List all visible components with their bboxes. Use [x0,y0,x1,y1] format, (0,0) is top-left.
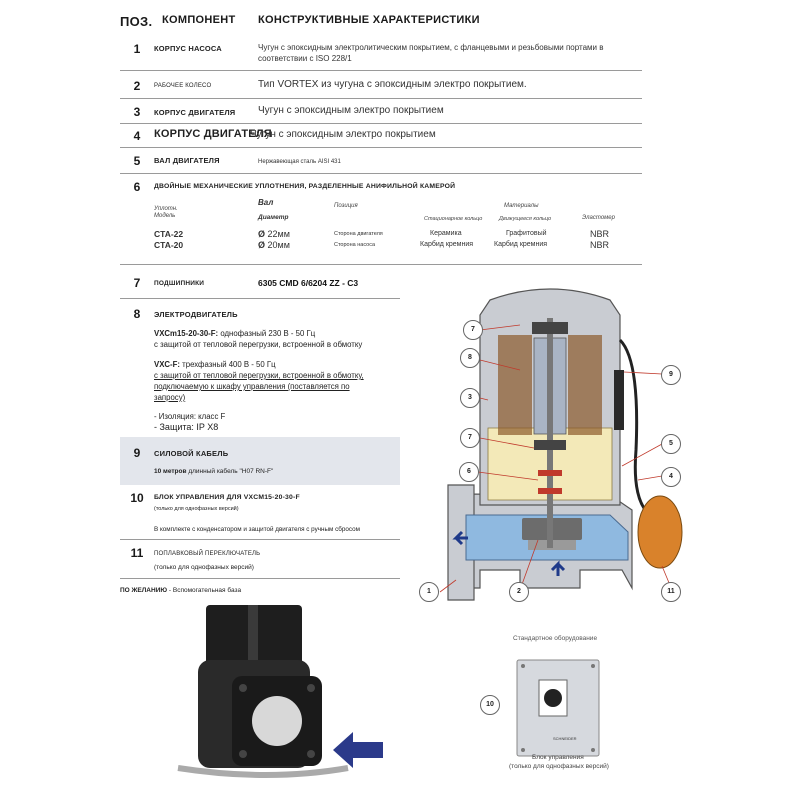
row-label: ЭЛЕКТРОДВИГАТЕЛЬ [154,310,238,319]
optional-text: - Вспомогательная база [168,587,242,594]
row-divider [120,173,642,174]
callout-9: 9 [661,365,681,385]
control-box-caption: Блок управления [532,754,584,761]
row-divider [120,123,642,124]
row-label: ПОДШИПНИКИ [154,280,205,287]
motor-1-line2: с защитой от тепловой перегрузки, встроенной в обмотку [154,340,363,349]
row-description: Тип VORTEX из чугуна с эпоксидным электро покрытием. [258,79,527,90]
control-box-caption-top: Стандартное оборудование [513,635,598,642]
row-description: В комплекте с конденсатором и защитой двигателя с ручным сбросом [154,526,360,533]
header-characteristics: КОНСТРУКТИВНЫЕ ХАРАКТЕРИСТИКИ [258,14,480,26]
seal-diameter: Ø 22мм [258,229,290,239]
row-sub: (только для однофазных версий) [154,506,239,512]
seal-model: CTA-22 [154,229,184,239]
header-component: КОМПОНЕНТ [162,14,236,26]
row-label: ДВОЙНЫЕ МЕХАНИЧЕСКИЕ УПЛОТНЕНИЯ, РАЗДЕЛЕННЫЕ АНИФИЛЬНОЙ КАМЕРОЙ [154,183,456,190]
callout-7: 7 [463,320,483,340]
row-number: 7 [133,276,141,290]
row-label: КОРПУС НАСОСА [154,44,222,53]
callout-7: 7 [460,428,480,448]
callout-4: 4 [661,467,681,487]
seal-model: CTA-20 [154,240,184,250]
rotary-switch [544,689,562,707]
float-switch [638,496,682,568]
seal-moving: Графитовый [506,230,547,237]
row-description: Нержавеющая сталь AISI 431 [258,159,341,165]
callout-10: 10 [480,695,500,715]
motor-2-model: VXC-F: [154,360,180,369]
row-number: 10 [130,491,144,505]
flow-arrow [333,732,383,768]
row-number: 5 [133,154,141,168]
row-number: 3 [133,105,141,119]
motor-2-line2: с защитой от тепловой перегрузки, встроенной в обмотку, [154,371,364,380]
row-number: 11 [130,546,144,560]
row-description: Чугун с эпоксидным электро покрытием [250,129,436,140]
row-label: КОРПУС ДВИГАТЕЛЯ [154,108,236,117]
optional-label: ПО ЖЕЛАНИЮ [120,587,168,594]
control-box [515,658,603,758]
seal-moving: Карбид кремния [494,241,548,248]
row-divider [120,98,642,99]
seal-header-elastomer: Эластомер [582,215,615,221]
row-label: ВАЛ ДВИГАТЕЛЯ [154,156,220,165]
callout-2: 2 [509,582,529,602]
row-number: 4 [133,129,141,143]
brand-label: SCHNEIDER [553,736,577,741]
seal-stationary: Керамика [430,230,462,237]
row-divider [120,70,642,71]
seal-stationary: Карбид кремния [420,241,474,248]
row-label: КОРПУС ДВИГАТЕЛЯ [154,128,272,140]
pump-photo [158,600,388,780]
row-number: 9 [133,446,141,460]
callout-8: 8 [460,348,480,368]
seal-header-stationary: Стационарное кольцо [424,216,483,222]
seal-header-position: Позиция [334,203,358,209]
row-number: 6 [133,180,141,194]
stator-right [568,335,602,435]
row-divider [120,264,642,265]
auxiliary-base [178,768,348,775]
seal-elastomer: NBR [590,229,610,239]
cable-length: 10 метров [154,468,187,475]
row-label: СИЛОВОЙ КАБЕЛЬ [154,449,229,458]
motor-1-text: однофазный 230 В - 50 Гц [220,329,316,338]
cable-section [120,437,400,485]
bearing-bottom [534,440,566,450]
motor-2-line3: подключаемую к шкафу управления (поставляется по [154,382,350,391]
row-divider [120,298,400,299]
callout-5: 5 [661,434,681,454]
row-divider [120,578,400,579]
motor-protection: - Защита: IP X8 [154,422,219,432]
motor-specs [154,328,364,433]
row-label: ПОПЛАВКОВЫЙ ПЕРЕКЛЮЧАТЕЛЬ [154,551,261,557]
row-number: 1 [133,42,141,56]
row-description: Чугун с эпоксидным электро покрытием [258,105,444,116]
motor-2-line4: запросу) [154,393,186,402]
control-box-panel [475,630,635,800]
row-number: 2 [133,79,141,93]
row-description: 6305 CMD 6/6204 ZZ - C3 [258,278,359,288]
motor-shaft [547,318,553,548]
stator-left [498,335,532,435]
float-cable [620,340,650,515]
cable-type: длинный кабель "H07 RN-F" [188,468,274,475]
callout-3: 3 [460,388,480,408]
motor-1-model: VXCm15-20-30-F: [154,329,219,338]
row-label: БЛОК УПРАВЛЕНИЯ ДЛЯ VXCM15-20-30-F [154,494,300,501]
motor-insulation: - Изоляция: класс F [154,412,226,421]
seal-elastomer: NBR [590,240,610,250]
callout-6: 6 [459,462,479,482]
seal-position: Сторона двигателя [334,231,383,237]
seal-header-model: Модель [154,213,176,219]
seal-diameter: Ø 20мм [258,240,290,250]
callout-11: 11 [661,582,681,602]
cable-text [154,466,273,477]
row-number: 8 [133,307,141,321]
seal-header-materials: Материалы [504,203,539,209]
row-divider [120,539,400,540]
pump-cross-section [410,270,690,610]
row-label: РАБОЧЕЕ КОЛЕСО [154,83,212,89]
row-sub: (только для однофазных версий) [154,564,254,571]
seal-header-shaft: Вал [258,198,274,207]
seal-header-moving: Движущееся кольцо [499,216,552,222]
callout-1: 1 [419,582,439,602]
power-cable [614,370,624,430]
bearing-top [532,322,568,334]
header-pos: ПОЗ. [120,14,153,29]
row-description: Чугун с эпоксидным электролитическим покрытием, с фланцевыми и резьбовыми портами в соответствии с ISO 228/1 [258,43,604,63]
seal-header-diameter: Диаметр [258,214,289,221]
motor-2-text: трехфазный 400 В - 50 Гц [182,360,276,369]
row-divider [120,147,642,148]
outlet-port [252,696,302,746]
control-box-caption-sub: (только для однофазных версий) [509,763,609,770]
seal-position: Сторона насоса [334,242,376,248]
seal-header-seal: Уплотн. [154,206,178,212]
optional-note [120,587,241,594]
